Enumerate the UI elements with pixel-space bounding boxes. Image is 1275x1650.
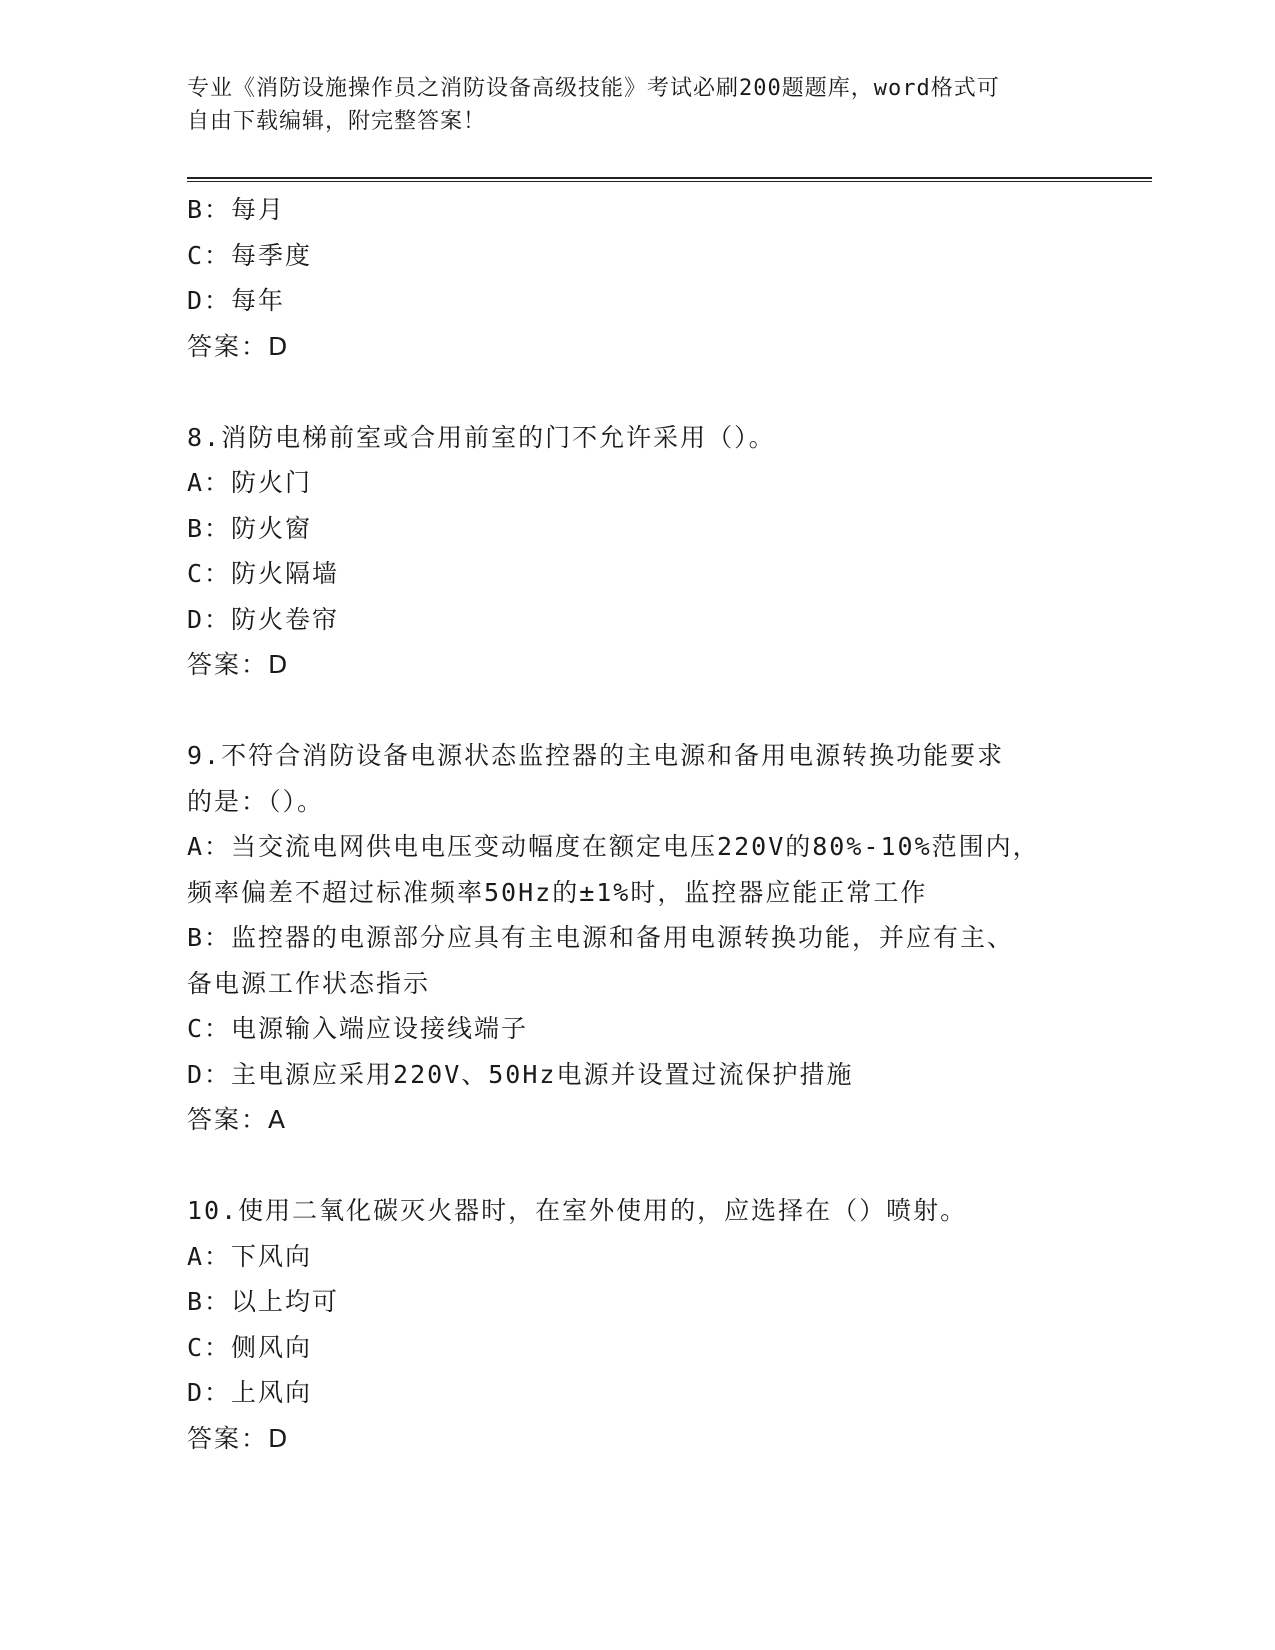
question-stem-line-2: 的是：（）。 (187, 786, 325, 816)
answer: 答案：D (187, 331, 290, 361)
header-line-2: 自由下载编辑，附完整答案！ (187, 109, 487, 134)
question-stem: 8.消防电梯前室或合用前室的门不允许采用（）。 (187, 422, 776, 452)
spacer (187, 1143, 1087, 1189)
option-a: A：下风向 (187, 1241, 313, 1271)
option-a: A：防火门 (187, 468, 313, 497)
option-a-line-1: A：当交流电网供电电压变动幅度在额定电压220V的80%-10%范围内， (187, 832, 1040, 861)
option-d: D：上风向 (187, 1378, 313, 1407)
spacer (187, 688, 1087, 734)
option-d: D：每年 (187, 286, 286, 315)
question-10 (187, 1188, 1087, 1461)
option-b: B：防火窗 (187, 513, 313, 543)
option-d: D：主电源应采用220V、50Hz电源并设置过流保护措施 (187, 1059, 854, 1089)
header-divider (187, 177, 1152, 182)
option-b: B：以上均可 (187, 1287, 340, 1316)
option-b-line-1: B：监控器的电源部分应具有主电源和备用电源转换功能，并应有主、 (187, 923, 1015, 952)
header-line-1: 专业《消防设施操作员之消防设备高级技能》考试必刷200题题库，word格式可 (187, 76, 1000, 101)
option-c: C：侧风向 (187, 1332, 313, 1362)
answer: 答案：D (187, 650, 290, 679)
option-a-line-2: 频率偏差不超过标准频率50Hz的±1%时，监控器应能正常工作 (187, 877, 928, 907)
prev-question (187, 187, 1087, 369)
question-content (187, 187, 1087, 1461)
option-c: C：电源输入端应设接线端子 (187, 1014, 529, 1043)
answer: 答案：D (187, 1423, 290, 1453)
answer: 答案：A (187, 1105, 288, 1134)
question-8 (187, 415, 1087, 688)
document-header (187, 72, 1067, 138)
question-stem: 10.使用二氧化碳灭火器时，在室外使用的，应选择在（）喷射。 (187, 1196, 968, 1225)
option-b: B：每月 (187, 195, 286, 224)
spacer (187, 369, 1087, 415)
question-stem-line-1: 9.不符合消防设备电源状态监控器的主电源和备用电源转换功能要求 (187, 741, 1005, 770)
option-d: D：防火卷帘 (187, 604, 340, 634)
option-c: C：每季度 (187, 240, 313, 270)
option-b-line-2: 备电源工作状态指示 (187, 968, 431, 998)
option-c: C：防火隔墙 (187, 559, 340, 588)
question-9 (187, 733, 1087, 1143)
